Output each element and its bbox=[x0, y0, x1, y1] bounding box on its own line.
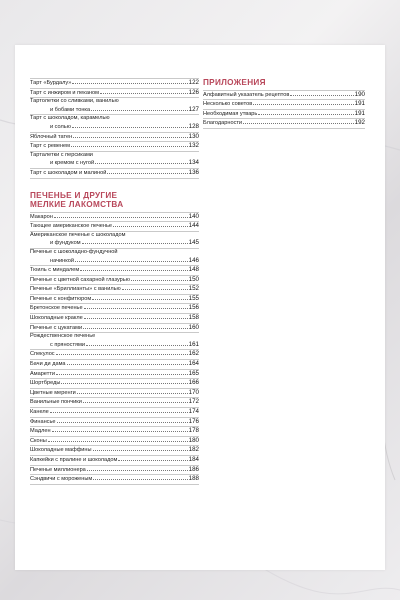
toc-entry[interactable] bbox=[30, 249, 199, 266]
toc-page-number: 190 bbox=[354, 90, 365, 98]
toc-entry[interactable] bbox=[30, 89, 199, 99]
toc-entry-title: Сэндвичи с мороженым bbox=[30, 476, 93, 483]
toc-entry-title: Мадлен bbox=[30, 428, 51, 435]
toc-page-number: 186 bbox=[188, 465, 199, 473]
toc-page-number: 140 bbox=[188, 212, 199, 220]
toc-entry-title: Печенье с цветной сахарной глазурью bbox=[30, 276, 130, 283]
toc-entry-title: Рождественское печенье bbox=[30, 333, 96, 340]
toc-entry-title: Тарт с инжиром и пеканом bbox=[30, 89, 99, 96]
toc-entry-title: Ванильные пончики bbox=[30, 399, 82, 406]
toc-page-number: 172 bbox=[188, 398, 199, 406]
toc-entry[interactable] bbox=[30, 232, 199, 249]
toc-entry[interactable] bbox=[30, 427, 199, 437]
leader-dots bbox=[83, 328, 188, 329]
toc-entry-title: Сконы bbox=[30, 437, 47, 444]
leader-dots bbox=[107, 173, 187, 174]
toc-entry-title: Необходимая утварь bbox=[203, 110, 258, 117]
toc-entry-title: Бачи ди дама bbox=[30, 361, 66, 368]
toc-entry-title: Алфавитный указатель рецептов bbox=[203, 91, 290, 98]
toc-entry[interactable] bbox=[30, 475, 199, 485]
toc-entry[interactable] bbox=[30, 437, 199, 447]
toc-page-number: 170 bbox=[188, 388, 199, 396]
leader-dots bbox=[56, 374, 188, 375]
toc-entry-title: Печенье «Бриллианты» с ванилью bbox=[30, 286, 121, 293]
toc-entry[interactable] bbox=[30, 222, 199, 232]
toc-entry[interactable] bbox=[30, 314, 199, 324]
toc-entry[interactable] bbox=[30, 333, 199, 350]
toc-page-number: 174 bbox=[188, 408, 199, 415]
toc-page-number: 128 bbox=[188, 122, 199, 130]
leader-dots bbox=[73, 137, 187, 138]
leader-dots bbox=[243, 123, 354, 124]
toc-entry[interactable] bbox=[203, 100, 365, 110]
leader-dots bbox=[57, 422, 188, 423]
toc-entry-title: и бобами тонка bbox=[50, 106, 91, 113]
leader-dots bbox=[131, 280, 188, 281]
leader-dots bbox=[100, 93, 188, 94]
toc-entry-title: Шоколадные маффины bbox=[30, 447, 92, 454]
toc-entry-title: Тарт с шоколадом, карамелью bbox=[30, 115, 110, 122]
leader-dots bbox=[67, 364, 188, 365]
toc-entry-title: Спекулос bbox=[30, 351, 55, 358]
toc-entry-title: Тюиль с миндалем bbox=[30, 267, 80, 274]
toc-entry[interactable] bbox=[30, 78, 199, 89]
toc-entry[interactable] bbox=[30, 115, 199, 132]
toc-group-cookies bbox=[30, 212, 199, 485]
leader-dots bbox=[122, 289, 188, 290]
toc-entry[interactable] bbox=[30, 360, 199, 370]
toc-page-number: 160 bbox=[188, 323, 199, 331]
leader-dots bbox=[258, 114, 353, 115]
toc-page-number: 161 bbox=[188, 340, 199, 348]
toc-page-number: 188 bbox=[188, 475, 199, 483]
toc-page-number: 182 bbox=[188, 446, 199, 454]
leader-dots bbox=[83, 402, 188, 403]
leader-dots bbox=[118, 460, 187, 461]
toc-entry[interactable] bbox=[30, 370, 199, 380]
toc-right-column bbox=[203, 78, 365, 129]
toc-entry[interactable] bbox=[30, 304, 199, 314]
toc-page-number: 145 bbox=[188, 239, 199, 247]
toc-page-number: 165 bbox=[188, 369, 199, 377]
toc-page-number: 178 bbox=[188, 427, 199, 435]
toc-entry[interactable] bbox=[30, 142, 199, 152]
toc-entry-title: Канеле bbox=[30, 409, 49, 415]
toc-page-number: 192 bbox=[354, 119, 365, 127]
leader-dots bbox=[113, 226, 188, 227]
leader-dots bbox=[86, 345, 188, 346]
toc-entry-title: Несколько советов bbox=[203, 101, 253, 108]
toc-entry-title: Капкейки с пралине и шоколадом bbox=[30, 456, 118, 463]
toc-group-tarts bbox=[30, 78, 199, 179]
toc-page-number: 162 bbox=[188, 350, 199, 358]
toc-entry-title: Американское печенье с шоколадом bbox=[30, 231, 126, 238]
leader-dots bbox=[95, 163, 188, 164]
toc-page-number: 122 bbox=[188, 79, 199, 86]
toc-entry-title: Печенье с шоколадно-фундучной bbox=[30, 248, 118, 255]
toc-entry-title: Шортбреды bbox=[30, 380, 61, 387]
toc-entry[interactable] bbox=[30, 133, 199, 143]
leader-dots bbox=[290, 95, 353, 96]
toc-entry-title: Яблочный татен bbox=[30, 133, 73, 140]
toc-page-number: 191 bbox=[354, 109, 365, 117]
book-page bbox=[15, 45, 385, 570]
toc-entry-title: Печенье миллионера bbox=[30, 466, 86, 473]
toc-page-number: 127 bbox=[188, 105, 199, 113]
toc-entry[interactable] bbox=[30, 98, 199, 115]
toc-entry-title: начинкой bbox=[50, 257, 74, 264]
toc-entry[interactable] bbox=[30, 389, 199, 399]
leader-dots bbox=[93, 450, 188, 451]
leader-dots bbox=[72, 83, 187, 84]
toc-entry-title: Благодарности bbox=[203, 120, 243, 127]
leader-dots bbox=[75, 261, 188, 262]
toc-page-number: 144 bbox=[188, 222, 199, 230]
toc-entry-title: и кремом с нугой bbox=[50, 160, 95, 167]
toc-entry[interactable] bbox=[30, 398, 199, 408]
leader-dots bbox=[93, 479, 187, 480]
toc-entry-title: Тарт с ревенем bbox=[30, 143, 71, 150]
toc-page-number: 146 bbox=[188, 256, 199, 264]
toc-page-number: 158 bbox=[188, 314, 199, 322]
toc-entry-title: с пряностями bbox=[50, 341, 86, 348]
leader-dots bbox=[61, 383, 187, 384]
leader-dots bbox=[77, 393, 188, 394]
toc-entry[interactable] bbox=[30, 456, 199, 466]
toc-entry[interactable] bbox=[203, 90, 365, 101]
leader-dots bbox=[253, 104, 353, 105]
toc-page-number: 132 bbox=[188, 142, 199, 150]
toc-entry-title: Печенье с цукатами bbox=[30, 324, 83, 331]
leader-dots bbox=[87, 470, 188, 471]
toc-page-number: 156 bbox=[188, 304, 199, 312]
toc-entry[interactable] bbox=[30, 276, 199, 286]
toc-entry[interactable] bbox=[203, 119, 365, 129]
toc-page-number: 130 bbox=[188, 132, 199, 140]
toc-entry[interactable] bbox=[30, 295, 199, 305]
section-title-line: ПЕЧЕНЬЕ И ДРУГИЕ bbox=[30, 190, 118, 200]
toc-page-number: 134 bbox=[188, 159, 199, 167]
toc-entry-title: Финансье bbox=[30, 418, 56, 425]
toc-entry[interactable] bbox=[30, 212, 199, 223]
leader-dots bbox=[54, 217, 188, 218]
toc-page-number: 180 bbox=[188, 436, 199, 444]
toc-entry-title: Тартолетки со сливками, ванилью bbox=[30, 98, 119, 105]
section-title-line: МЕЛКИЕ ЛАКОМСТВА bbox=[30, 200, 124, 210]
toc-entry-title: Тающее американское печенье bbox=[30, 223, 113, 230]
leader-dots bbox=[80, 270, 187, 271]
toc-entry[interactable] bbox=[30, 350, 199, 360]
leader-dots bbox=[84, 308, 188, 309]
leader-dots bbox=[52, 431, 188, 432]
toc-page-number: 126 bbox=[188, 88, 199, 96]
leader-dots bbox=[71, 146, 188, 147]
toc-entry-title: Тарт «Бурдалу» bbox=[30, 80, 72, 86]
toc-page-number: 166 bbox=[188, 379, 199, 387]
toc-entry-title: Амаретти bbox=[30, 370, 55, 377]
toc-entry-title: Тарт с шоколадом и малиной bbox=[30, 169, 107, 176]
toc-entry[interactable] bbox=[30, 266, 199, 276]
leader-dots bbox=[82, 243, 188, 244]
toc-page-number: 184 bbox=[188, 455, 199, 463]
toc-entry-title: Тарталетки с персиками bbox=[30, 151, 93, 158]
toc-entry[interactable] bbox=[30, 285, 199, 295]
toc-page-number: 148 bbox=[188, 266, 199, 274]
toc-page-number: 176 bbox=[188, 417, 199, 425]
toc-entry[interactable] bbox=[30, 379, 199, 389]
toc-entry[interactable] bbox=[30, 466, 199, 476]
toc-entry[interactable] bbox=[30, 169, 199, 179]
toc-page-number: 155 bbox=[188, 294, 199, 302]
toc-entry-title: Шоколадные кракле bbox=[30, 315, 83, 322]
toc-entry-title: Макарон bbox=[30, 213, 53, 220]
toc-page-number: 150 bbox=[188, 275, 199, 283]
toc-entry-title: Бретонское печенье bbox=[30, 305, 83, 312]
toc-entry-title: и фундуком bbox=[50, 240, 81, 247]
leader-dots bbox=[50, 412, 188, 413]
leader-dots bbox=[84, 318, 188, 319]
toc-entry[interactable] bbox=[30, 324, 199, 334]
leader-dots bbox=[48, 441, 188, 442]
toc-entry[interactable] bbox=[30, 418, 199, 428]
toc-entry-title: Цветные меренги bbox=[30, 389, 76, 396]
toc-left-column bbox=[30, 78, 199, 485]
toc-entry[interactable] bbox=[203, 110, 365, 120]
toc-entry-title: Печенье с конфитюром bbox=[30, 295, 92, 302]
leader-dots bbox=[72, 127, 188, 128]
leader-dots bbox=[56, 354, 188, 355]
toc-entry[interactable] bbox=[30, 446, 199, 456]
toc-entry-title: и солью bbox=[50, 123, 71, 130]
toc-entry[interactable] bbox=[30, 408, 199, 418]
leader-dots bbox=[91, 110, 188, 111]
section-title-appendix: ПРИЛОЖЕНИЯ bbox=[203, 78, 266, 87]
toc-entry[interactable] bbox=[30, 152, 199, 169]
toc-page-number: 191 bbox=[354, 100, 365, 108]
leader-dots bbox=[92, 299, 187, 300]
toc-page-number: 164 bbox=[188, 360, 199, 368]
toc-group-appendix bbox=[203, 90, 365, 129]
toc-page-number: 152 bbox=[188, 285, 199, 293]
toc-page-number: 136 bbox=[188, 168, 199, 176]
section-title-cookies bbox=[30, 191, 199, 210]
